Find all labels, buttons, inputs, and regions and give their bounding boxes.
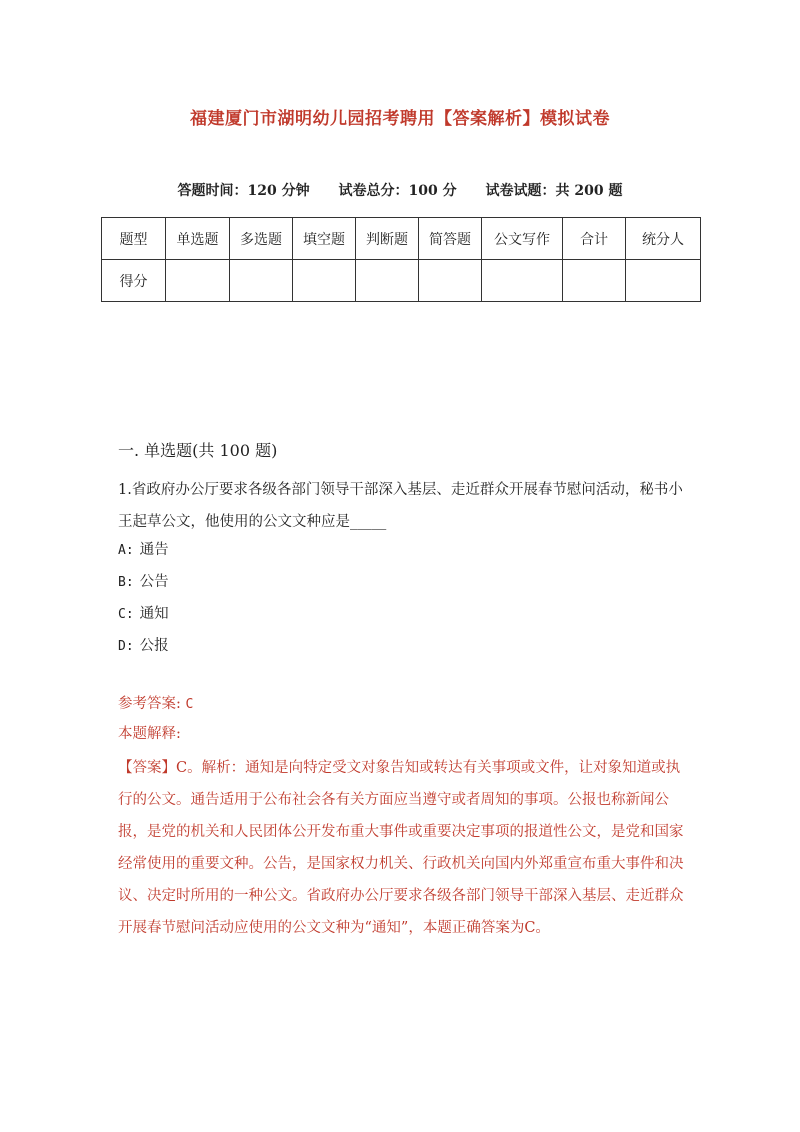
option-letter: D: (118, 639, 134, 654)
document-title: 福建厦门市湖明幼儿园招考聘用【答案解析】模拟试卷 (190, 109, 610, 129)
header-cell-type: 题型 (102, 218, 166, 260)
header-cell-multiple: 多选题 (230, 218, 293, 260)
section-title: 一. 单选题(共 100 题) (118, 441, 278, 460)
option-list (118, 534, 169, 662)
score-cell (482, 260, 563, 302)
score-cell (166, 260, 230, 302)
header-cell-fill: 填空题 (293, 218, 356, 260)
explanation-label: 本题解释: (118, 726, 181, 742)
option-letter: C: (118, 607, 134, 622)
option-text: 通知 (139, 606, 169, 622)
option-text: 公报 (139, 638, 169, 654)
option-a (118, 534, 169, 566)
score-cell (293, 260, 356, 302)
header-cell-judge: 判断题 (356, 218, 419, 260)
option-text: 通告 (139, 542, 169, 558)
header-cell-total: 合计 (563, 218, 626, 260)
option-d (118, 630, 169, 662)
header-cell-single: 单选题 (166, 218, 230, 260)
score-table-score-row (102, 260, 701, 302)
score-cell (626, 260, 701, 302)
exam-question-count: 试卷试题：共 200 题 (485, 183, 623, 199)
option-b (118, 566, 169, 598)
exam-meta (0, 180, 800, 200)
option-letter: A: (118, 543, 134, 558)
score-table (101, 217, 701, 302)
option-text: 公告 (139, 574, 169, 590)
exam-time: 答题时间：120 分钟 (177, 183, 310, 199)
header-cell-scorer: 统分人 (626, 218, 701, 260)
answer-value: C (185, 697, 194, 712)
score-row-label: 得分 (102, 260, 166, 302)
score-cell (356, 260, 419, 302)
score-cell (230, 260, 293, 302)
header-cell-short: 简答题 (419, 218, 482, 260)
explanation-text: 【答案】C。解析：通知是向特定受文对象告知或转达有关事项或文件，让对象知道或执行的公文。通告适用于公布社会各有关方面应当遵守或者周知的事项。公报也称新闻公报，是党的机关和人民团体公开发布重大事件或重要决定事项的报道性公文，是党和国家经常使用的重要文种。公告，是国家权力机关、行政机关向国内外郑重宣布重大事件和决议、决定时所用的一种公文。省政府办公厅要求各级各部门领导干部深入基层、走近群众开展春节慰问活动应使用的公文文种为“通知”，本题正确答案为C。 (118, 760, 684, 936)
reference-answer (118, 690, 193, 719)
answer-label: 参考答案: (118, 696, 181, 712)
option-c (118, 598, 169, 630)
option-letter: B: (118, 575, 134, 590)
header-cell-writing: 公文写作 (482, 218, 563, 260)
score-table-header-row (102, 218, 701, 260)
score-cell (563, 260, 626, 302)
question-text: 1.省政府办公厅要求各级各部门领导干部深入基层、走近群众开展春节慰问活动，秘书小王起草公文，他使用的公文文种应是_____ (118, 482, 683, 530)
score-cell (419, 260, 482, 302)
exam-total-score: 试卷总分：100 分 (338, 183, 457, 199)
